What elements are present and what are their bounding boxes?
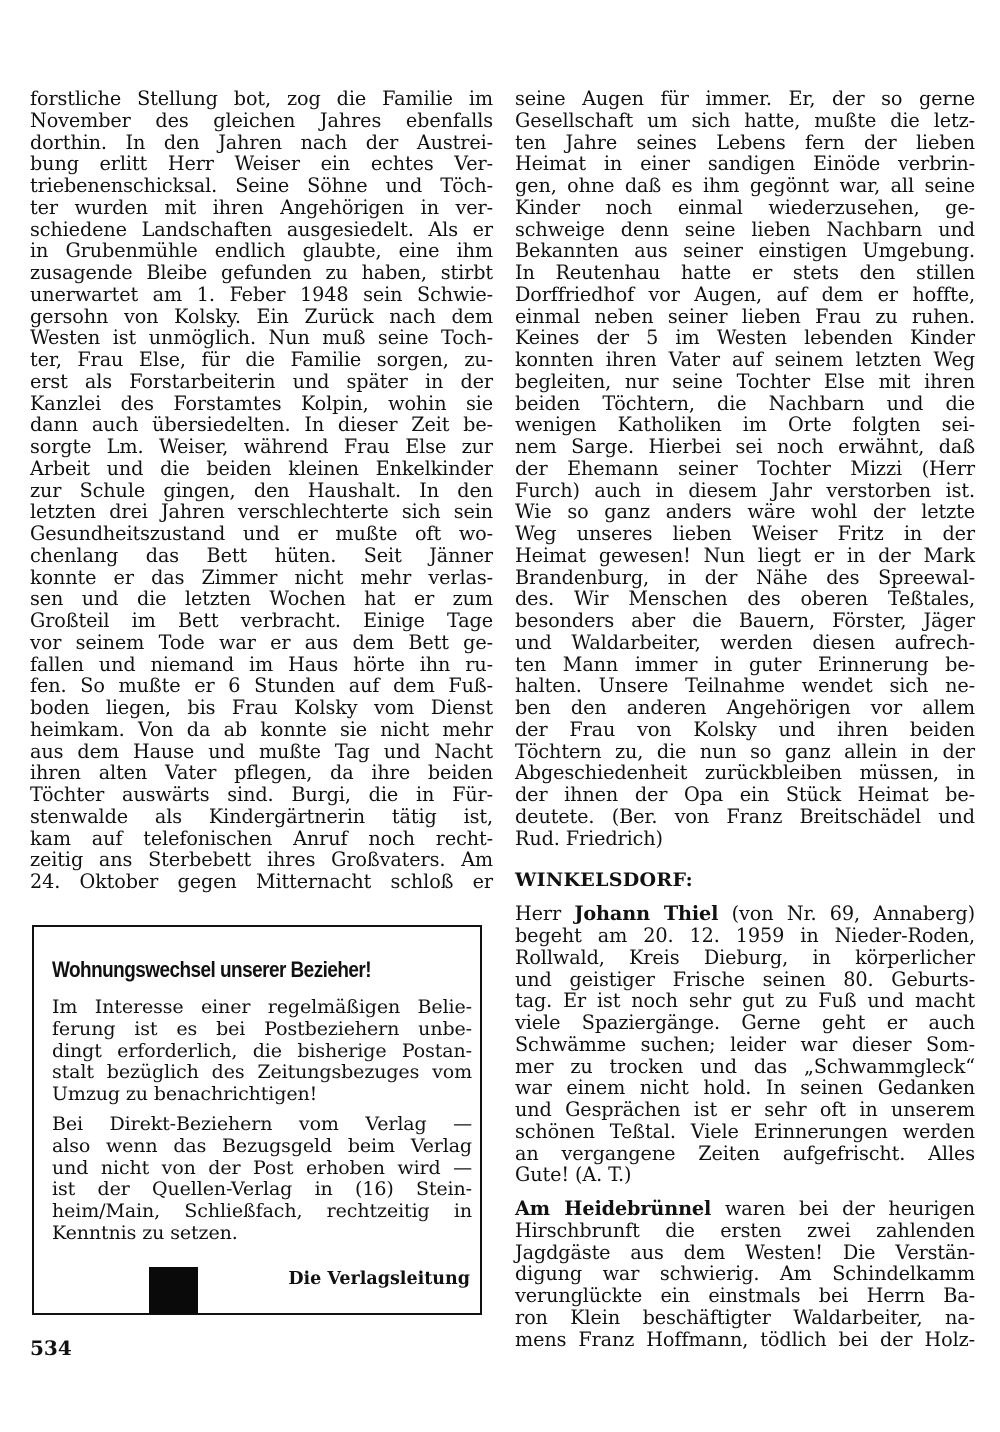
text-line: stenwalde als Kindergärtnerin tätig ist, — [30, 804, 493, 828]
text-line: kam auf telefonischen Anruf noch recht- — [30, 826, 493, 850]
text-line: Gesundheitszustand und er mußte oft wo- — [30, 522, 493, 545]
text-line: tag. Er ist noch sehr gut zu Fuß und macht — [515, 989, 975, 1013]
text-line: zur Schule gingen, den Haushalt. In den — [30, 478, 493, 502]
text-line: ter wurden mit ihren Angehörigen in ver- — [30, 195, 493, 219]
text-line: forstliche Stellung bot, zog die Familie im — [30, 87, 493, 110]
text-line: Gute! (A. T.) — [515, 1163, 632, 1187]
text-line: konnte er das Zimmer nicht mehr verlas- — [30, 565, 493, 589]
text-line: Gesellschaft um sich hatte, mußte die letz- — [515, 108, 975, 132]
text-line: halten. Unsere Teilnahme wendet sich ne- — [515, 674, 975, 698]
text-line: boden liegen, bis Frau Kolsky vom Dienst — [30, 696, 493, 719]
text-line: sorgte Lm. Weiser, während Frau Else zur — [30, 435, 493, 458]
text-line: Kanzlei des Forstamtes Kolpin, wohin sie — [30, 391, 493, 415]
text-line: des. Wir Menschen des oberen Teßtales, — [515, 587, 975, 611]
text-line: an vergangene Zeiten aufgefrischt. Alles — [515, 1141, 975, 1165]
text-line: mer zu trocken und das „Schwammgleck“ — [515, 1054, 975, 1078]
page-number: 534 — [30, 1336, 72, 1360]
notice-paragraph-direct — [52, 1114, 472, 1245]
subscriber-notice-box — [32, 925, 482, 1315]
text-line: Keines der 5 im Westen lebenden Kinder — [515, 326, 975, 350]
text-line: seine Augen für immer. Er, der so gerne — [515, 87, 975, 110]
text-line: ten Jahre seines Lebens fern der lieben — [515, 130, 975, 154]
text-line: ist der Quellen-Verlag in (16) Stein- — [52, 1178, 472, 1201]
text-line: chenlang das Bett hüten. Seit Jänner — [30, 543, 493, 567]
text-line: Großteil im Bett verbracht. Einige Tage — [30, 609, 493, 632]
obituary-continuation — [30, 88, 493, 893]
text-line: erst als Forstarbeiterin und später in der — [30, 369, 493, 393]
text-line: gersohn von Kolsky. Ein Zurück nach dem — [30, 304, 493, 328]
text-line: letzten drei Jahren verschlechterte sich sein — [30, 500, 493, 524]
text-line: Abgeschiedenheit zurückbleiben müssen, in — [515, 761, 975, 785]
article-heidebruennel — [515, 1198, 975, 1350]
text-line: Arbeit und die beiden kleinen Enkelkinder — [30, 456, 493, 480]
text-line: fen. So mußte er 6 Stunden auf dem Fuß- — [30, 674, 493, 698]
text-line: Brandenburg, in der Nähe des Spreewal- — [515, 565, 975, 589]
text-line: In Reutenhau hatte er stets den stillen — [515, 261, 975, 284]
notice-paragraph-postal — [52, 997, 472, 1106]
text-line: Wie so ganz anders wäre wohl der letzte — [515, 500, 975, 524]
text-line: einmal neben seiner lieben Frau zu ruhen. — [515, 304, 975, 328]
text-line: Jagdgäste aus dem Westen! Die Verstän- — [515, 1240, 975, 1264]
text-line: Furch) auch in diesem Jahr verstorben ist. — [515, 478, 975, 502]
black-square-mark — [149, 1267, 198, 1314]
text-line: November des gleichen Jahres ebenfalls — [30, 108, 493, 132]
text-line: verunglückte ein einstmals bei Herrn Ba- — [515, 1284, 975, 1307]
text-line: Westen ist unmöglich. Nun muß seine Toch- — [30, 326, 493, 350]
text-line: viele Spaziergänge. Gerne geht er auch — [515, 1011, 975, 1034]
text-line: und Gesprächen ist er sehr oft in unserem — [515, 1098, 975, 1121]
article-johann-thiel — [515, 903, 975, 1186]
text-line: stalt bezüglich des Zeitungsbezuges vom — [52, 1061, 472, 1084]
section-heading-winkelsdorf: WINKELSDORF: — [515, 869, 693, 892]
text-line: ron Klein beschäftigter Waldarbeiter, na- — [515, 1305, 975, 1329]
text-line: besonders aber die Bauern, Förster, Jäger — [515, 609, 975, 632]
text-line: der ihnen der Opa ein Stück Heimat be- — [515, 783, 975, 806]
text-line: dann auch übersiedelten. In dieser Zeit be- — [30, 413, 493, 437]
text-line: Im Interesse einer regelmäßigen Belie- — [52, 996, 472, 1018]
text-line: heim/Main, Schließfach, rechtzeitig in — [52, 1200, 472, 1223]
text-line: ben den anderen Angehörigen vor allem — [515, 696, 975, 719]
text-line: Umzug zu benachrichtigen! — [52, 1083, 318, 1106]
text-line: Rollwald, Kreis Dieburg, in körperlicher — [515, 945, 975, 969]
right-column — [515, 88, 975, 1350]
text-line: ihren alten Vater pflegen, da ihre beiden — [30, 761, 493, 785]
text-line: digung war schwierig. Am Schindelkamm — [515, 1262, 975, 1286]
text-line: begleiten, nur seine Tochter Else mit ihren — [515, 369, 975, 393]
text-line: war einem nicht hold. In seinen Gedanken — [515, 1076, 975, 1100]
text-line: wenigen Katholiken im Orte folgten sei- — [515, 413, 975, 437]
notice-title: Wohnungswechsel unserer Bezieher! — [52, 957, 372, 982]
text-line: bung erlitt Herr Weiser ein echtes Ver- — [30, 152, 493, 176]
text-line: also wenn das Bezugsgeld beim Verlag — [52, 1134, 472, 1157]
text-line: dingt erforderlich, die bisherige Postan- — [52, 1039, 472, 1062]
text-line: Heimat in einer sandigen Einöde verbrin- — [515, 152, 975, 176]
text-line: sen und die letzten Wochen hat er zum — [30, 587, 493, 611]
text-line: schiedene Landschaften ausgesiedelt. Als er — [30, 217, 493, 241]
text-line: triebenenschicksal. Seine Söhne und Töch- — [30, 174, 493, 197]
article-line: Herr Johann Thiel (von Nr. 69, Annaberg) — [515, 902, 976, 926]
text-line: ter, Frau Else, für die Familie sorgen, zu- — [30, 348, 493, 371]
place-name: Am Heidebrünnel — [515, 1197, 712, 1220]
text-line: der Frau von Kolsky und ihren beiden — [515, 717, 975, 741]
text-line: Dorffriedhof vor Augen, auf dem er hoffte, — [515, 282, 975, 306]
text-line: der Ehemann seiner Tochter Mizzi (Herr — [515, 456, 975, 480]
text-line: 24. Oktober gegen Mitternacht schloß er — [30, 870, 493, 893]
text-line: Bei Direkt-Beziehern vom Verlag — — [52, 1112, 472, 1135]
text-line: fallen und niemand im Haus hörte ihn ru- — [30, 652, 493, 676]
text-line: Kenntnis zu setzen. — [52, 1221, 238, 1244]
text-line: unerwartet am 1. Feber 1948 sein Schwie- — [30, 282, 493, 306]
article-line: Am Heidebrünnel waren bei der heurigen — [515, 1197, 975, 1220]
text-line: gen, ohne daß es ihm gegönnt war, all seine — [515, 174, 975, 197]
text-line: zeitig ans Sterbebett ihres Großvaters. Am — [30, 848, 493, 872]
text-line: vor seinem Tode war er aus dem Bett ge- — [30, 630, 493, 654]
text-line: mens Franz Hoffmann, tödlich bei der Holz- — [515, 1327, 975, 1351]
notice-signature: Die Verlagsleitung — [288, 1269, 470, 1289]
text-line: ten Mann immer in guter Erinnerung be- — [515, 652, 975, 676]
text-line: Schwämme suchen; leider war dieser Som- — [515, 1032, 975, 1056]
obituary-conclusion — [515, 88, 975, 849]
text-line: Töchtern zu, die nun so ganz allein in der — [515, 739, 975, 763]
text-line: nem Sarge. Hierbei sei noch erwähnt, daß — [515, 435, 975, 458]
text-line: und nicht von der Post erhoben wird — — [52, 1156, 472, 1179]
text-line: deutete. (Ber. von Franz Breitschädel und — [515, 804, 975, 828]
text-line: zusagende Bleibe gefunden zu haben, stirbt — [30, 261, 493, 284]
person-name: Johann Thiel — [574, 902, 719, 926]
notice-body — [52, 997, 472, 1245]
text-line: konnten ihren Vater auf seinem letzten Weg — [515, 348, 975, 371]
text-line: Hirschbrunft die ersten zwei zahlenden — [515, 1218, 975, 1242]
text-line: schweige denn seine lieben Nachbarn und — [515, 217, 975, 241]
text-line: aus dem Hause und mußte Tag und Nacht — [30, 739, 493, 763]
text-line: und Waldarbeiter, werden diesen aufrech- — [515, 630, 975, 654]
text-line: ferung ist es bei Postbeziehern unbe- — [52, 1017, 472, 1040]
text-line: in Grubenmühle endlich glaubte, eine ihm — [30, 239, 493, 263]
text-line: Weg unseres lieben Weiser Fritz in der — [515, 522, 975, 545]
text-line: heimkam. Von da ab konnte sie nicht mehr — [30, 717, 493, 741]
text-line: Kinder noch einmal wiederzusehen, ge- — [515, 195, 975, 219]
text-line: beiden Töchtern, die Nachbarn und die — [515, 391, 975, 415]
text-line: Töchter auswärts sind. Burgi, die in Für- — [30, 783, 493, 806]
text-line: dorthin. In den Jahren nach der Austrei- — [30, 130, 493, 154]
text-line: Heimat gewesen! Nun liegt er in der Mark — [515, 543, 975, 567]
text-line: Rud. Friedrich) — [515, 826, 663, 850]
left-column — [30, 88, 493, 893]
text-line: Bekannten aus seiner einstigen Umgebung. — [515, 239, 975, 263]
text-line: schönen Teßtal. Viele Erinnerungen werden — [515, 1119, 975, 1143]
text-line: und geistiger Frische seinen 80. Geburts- — [515, 967, 975, 991]
text-line: begeht am 20. 12. 1959 in Nieder-Roden, — [515, 924, 975, 947]
